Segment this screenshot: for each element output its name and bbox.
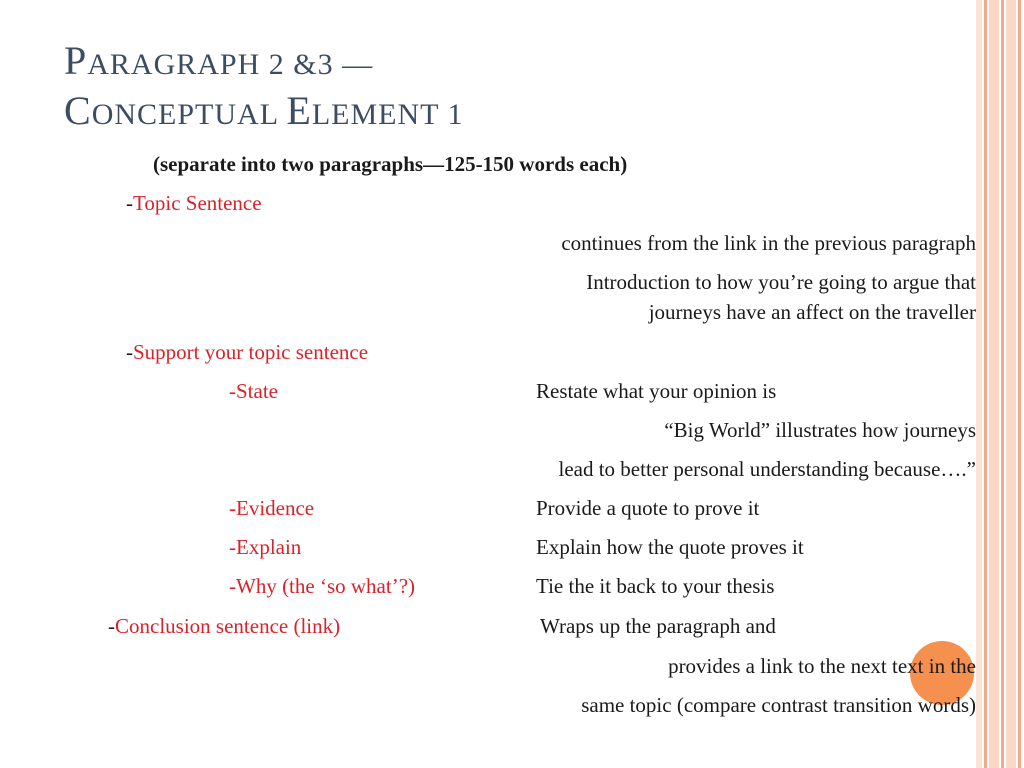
why-label: -Why (the ‘so what’?) [229, 574, 416, 598]
decor-stripe-5 [1006, 0, 1016, 768]
explain-label: -Explain [229, 535, 302, 559]
topic-heading [126, 191, 262, 215]
subtitle: (separate into two paragraphs—125-150 words each) [153, 152, 628, 176]
evidence-label: -Evidence [229, 496, 315, 520]
support-label: Support your topic sentence [133, 340, 369, 364]
evidence-desc: Provide a quote to prove it [536, 496, 760, 520]
state-desc: Restate what your opinion is [536, 379, 777, 403]
topic-line-2: Introduction to how you’re going to argue that [586, 270, 976, 294]
topic-line-3: journeys have an affect on the traveller [648, 300, 976, 324]
decor-stripe-1 [976, 0, 982, 768]
conclusion-desc-2: provides a link to the next text in the [668, 654, 976, 678]
title-line-2: CONCEPTUAL ELEMENT 1 [64, 88, 464, 133]
why-desc: Tie the it back to your thesis [536, 574, 775, 598]
slide-title [64, 38, 463, 138]
state-example-1: “Big World” illustrates how journeys [664, 418, 976, 442]
decor-stripe-3 [989, 0, 999, 768]
topic-label: Topic Sentence [133, 191, 262, 215]
conclusion-desc-3: same topic (compare contrast transition words) [581, 693, 976, 717]
decor-stripe-4 [1001, 0, 1004, 768]
title-line-1: PARAGRAPH 2 &3 — [64, 38, 374, 83]
conclusion-desc-1: Wraps up the paragraph and [540, 614, 776, 638]
conclusion-heading [108, 614, 340, 638]
support-dash: - [126, 340, 133, 364]
topic-line-1: continues from the link in the previous paragraph [561, 231, 976, 255]
support-heading [126, 340, 368, 364]
conclusion-dash: - [108, 614, 115, 638]
state-example-2: lead to better personal understanding because….” [558, 457, 976, 481]
decor-stripe-6 [1018, 0, 1021, 768]
conclusion-label: Conclusion sentence (link) [115, 614, 341, 638]
topic-dash: - [126, 191, 133, 215]
decor-stripe-2 [984, 0, 987, 768]
state-label: -State [229, 379, 278, 403]
explain-desc: Explain how the quote proves it [536, 535, 804, 559]
